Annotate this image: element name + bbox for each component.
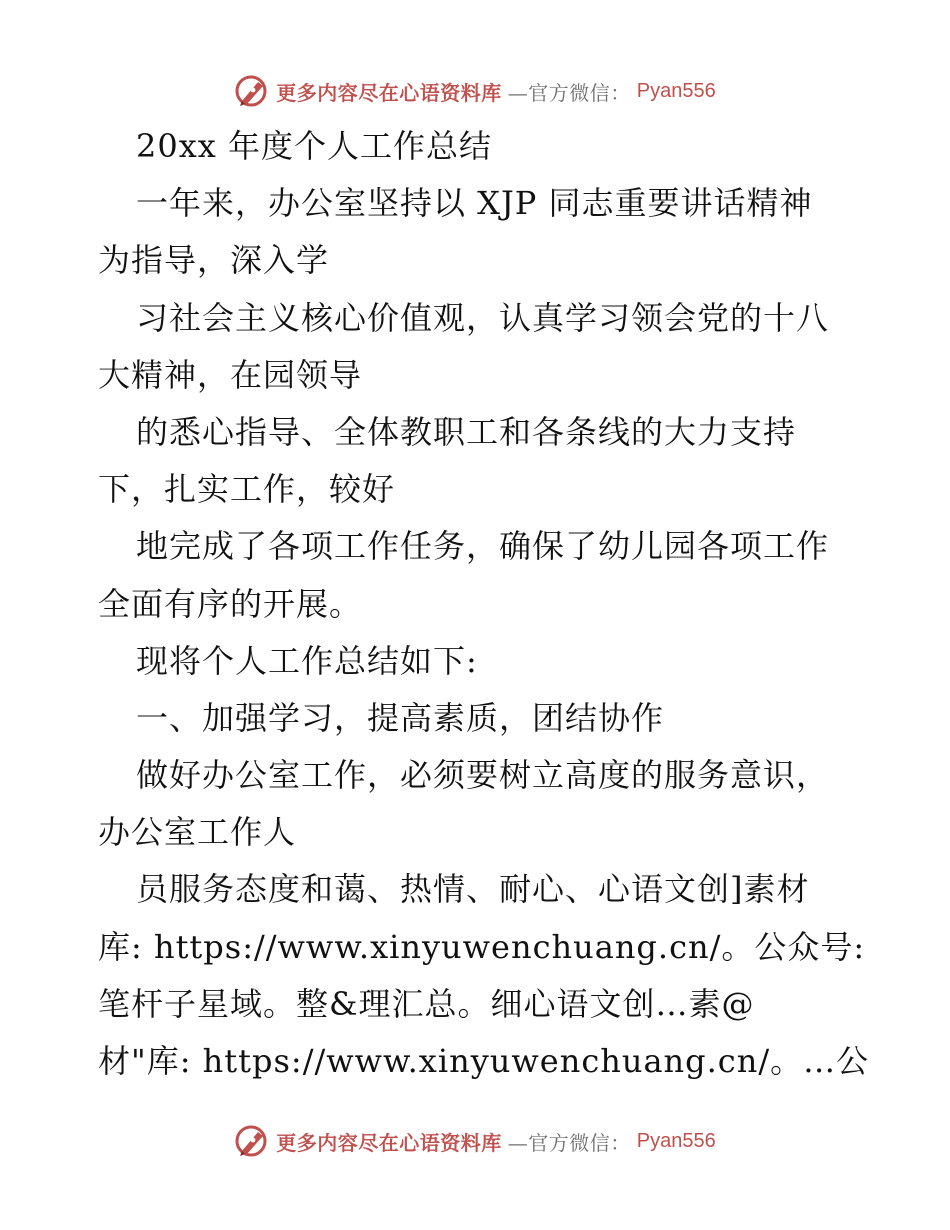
paragraph-line: 为指导，深入学 [98, 241, 330, 280]
paragraph-line: 下，扎实工作，较好 [98, 470, 396, 509]
paragraph-line: 员服务态度和蔼、热情、耐心、心语文创]素材 [136, 870, 810, 909]
paragraph-line: 材"库: https://www.xinyuwenchuang.cn/。…公 [98, 1042, 870, 1080]
banner-wechat-id: Pyan556 [636, 79, 716, 102]
header-banner [0, 71, 950, 111]
document-body [98, 118, 870, 1090]
document-title: 20xx 年度个人工作总结 [136, 127, 492, 165]
banner-brand-text: 更多内容尽在心语资料库 [276, 80, 502, 105]
paragraph-line: 笔杆子星域。整&理汇总。细心语文创…素@ [98, 984, 755, 1023]
pen-logo-icon [234, 1123, 270, 1159]
banner-brand-text: 更多内容尽在心语资料库 [276, 1130, 502, 1155]
pen-logo-icon [234, 73, 270, 109]
paragraph-line: 一年来，办公室坚持以 XJP 同志重要讲话精神 [136, 184, 813, 223]
paragraph-line: 做好办公室工作，必须要树立高度的服务意识， [136, 756, 830, 795]
paragraph-line: 的悉心指导、全体教职工和各条线的大力支持 [136, 412, 797, 451]
banner-official-text: —官方微信： [507, 1130, 631, 1155]
paragraph-line: 现将个人工作总结如下: [136, 641, 478, 680]
paragraph-line: 办公室工作人 [98, 813, 297, 852]
paragraph-line: 地完成了各项工作任务，确保了幼儿园各项工作 [136, 527, 830, 566]
footer-banner [0, 1121, 950, 1161]
paragraph-line: 大精神，在园领导 [98, 355, 363, 394]
banner-official-text: —官方微信： [507, 80, 631, 105]
paragraph-line: 习社会主义核心价值观，认真学习领会党的十八 [136, 298, 830, 337]
section-heading: 一、加强学习，提高素质，团结协作 [136, 698, 665, 737]
paragraph-line: 库: https://www.xinyuwenchuang.cn/。公众号: [98, 927, 866, 966]
paragraph-line: 全面有序的开展。 [98, 584, 363, 623]
banner-wechat-id: Pyan556 [636, 1129, 716, 1152]
